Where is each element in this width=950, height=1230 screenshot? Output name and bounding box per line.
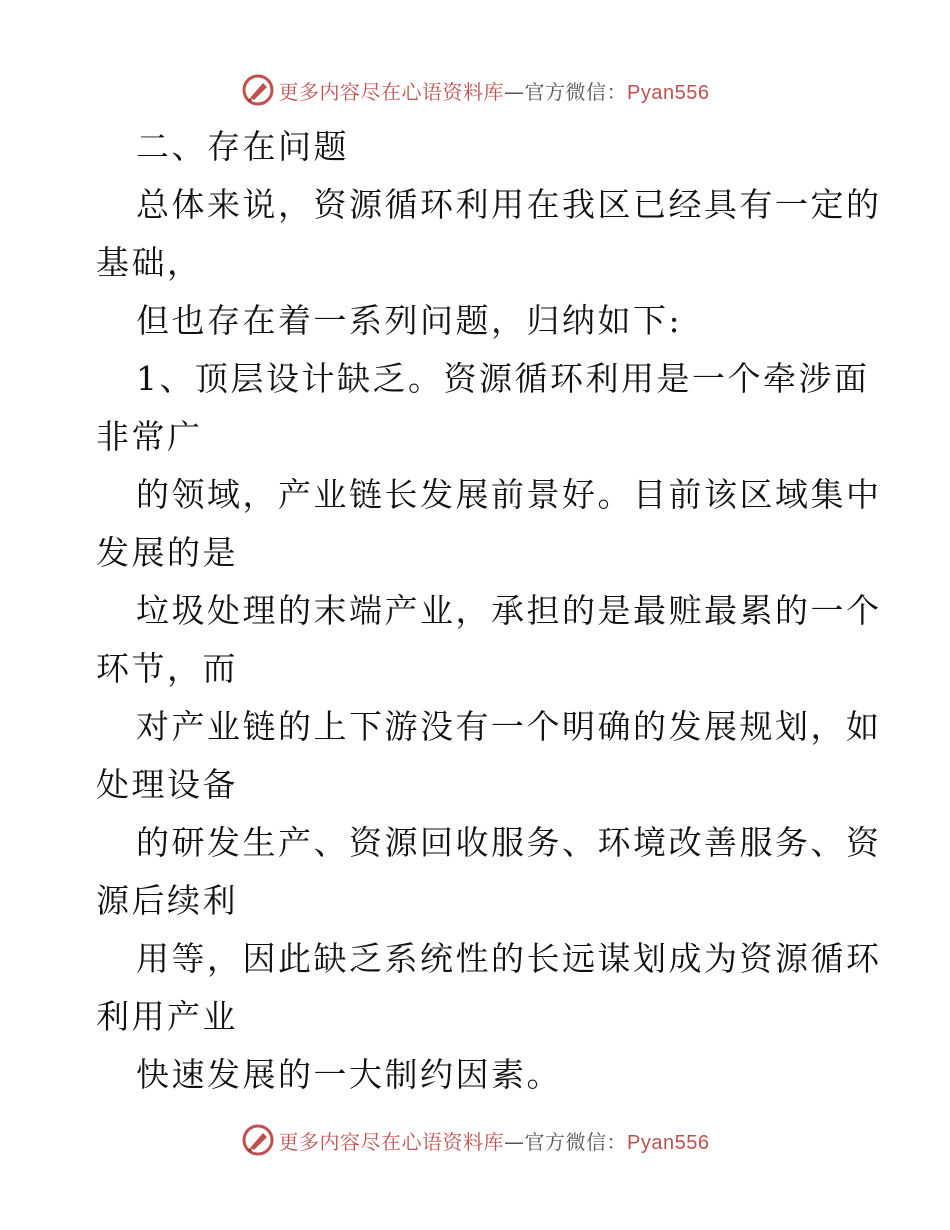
- text-line: 1、顶层设计缺乏。资源循环利用是一个牵涉面: [136, 359, 870, 398]
- pen-logo-icon: [241, 1123, 275, 1157]
- header-banner: [0, 70, 950, 110]
- text-line: 但也存在着一系列问题，归纳如下:: [136, 301, 683, 340]
- text-line: 发展的是: [96, 533, 238, 572]
- banner-wechat-id: Pyan556: [627, 1131, 710, 1154]
- text-line: 二、存在问题: [136, 127, 349, 166]
- footer-banner: [0, 1120, 950, 1160]
- banner-text: [279, 76, 710, 105]
- text-line: 处理设备: [96, 765, 238, 804]
- pen-logo-icon: [241, 73, 275, 107]
- text-line: 的领域，产业链长发展前景好。目前该区域集中: [136, 475, 882, 514]
- banner-title: 更多内容尽在心语资料库: [278, 79, 505, 104]
- text-line: 快速发展的一大制约因素。: [136, 1055, 562, 1094]
- banner-wechat-label: —官方微信：: [504, 79, 628, 104]
- banner-wechat-label: —官方微信：: [504, 1129, 628, 1154]
- text-line: 用等，因此缺乏系统性的长远谋划成为资源循环: [136, 939, 882, 978]
- text-line: 源后续利: [96, 881, 238, 920]
- text-line: 对产业链的上下游没有一个明确的发展规划，如: [136, 707, 882, 746]
- document-body: [96, 118, 882, 1104]
- text-line: 垃圾处理的末端产业，承担的是最赃最累的一个: [136, 591, 882, 630]
- text-line: 利用产业: [96, 997, 238, 1036]
- banner-wechat-id: Pyan556: [627, 81, 710, 104]
- banner-title: 更多内容尽在心语资料库: [278, 1129, 505, 1154]
- text-line: 总体来说，资源循环利用在我区已经具有一定的: [136, 185, 882, 224]
- text-line: 环节，而: [96, 649, 238, 688]
- text-line: 基础，: [96, 243, 203, 282]
- banner-text: [279, 1126, 710, 1155]
- text-line: 非常广: [96, 417, 203, 456]
- text-line: 的研发生产、资源回收服务、环境改善服务、资: [136, 823, 882, 862]
